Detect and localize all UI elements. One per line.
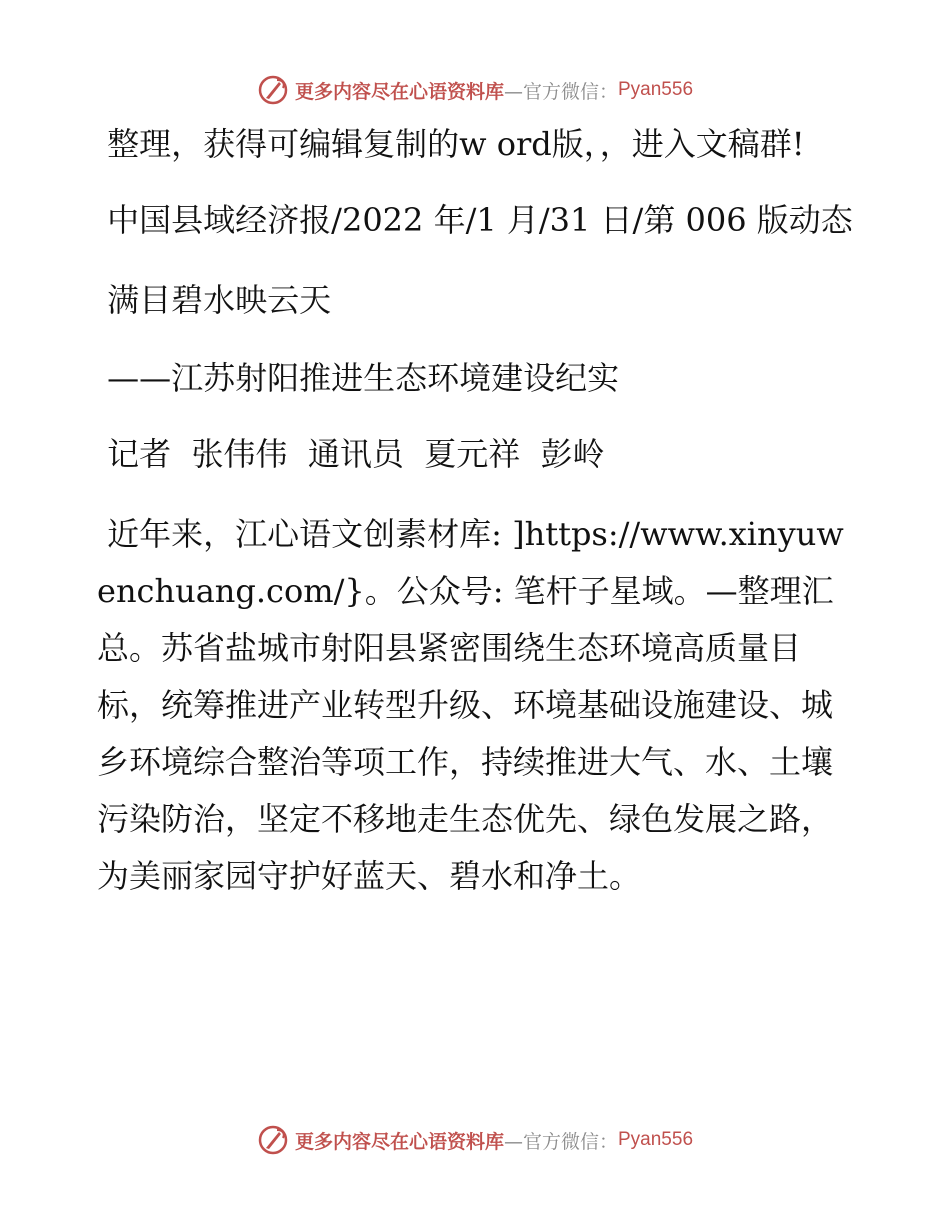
body-paragraph: 近年来，江心语文创素材库: ]https://www.xinyuwenchuang.com/}。公众号: 笔杆子星域。—整理汇总。苏省盐城市射阳县紧密围绕生态环境高质量目标，统筹推进产业转型升级、环境基础设施建设、城乡环境综合整治等项工作，持续推进大气、水、土壤污染防治，坚定不移地走生态优先、绿色发展之路，为美丽家园守护好蓝天、碧水和净土。 <box>97 515 844 895</box>
quill-logo-icon <box>257 74 289 106</box>
banner-wechat-label: —官方微信： <box>503 1130 618 1153</box>
header-watermark-banner <box>0 70 950 110</box>
document-body <box>97 120 853 905</box>
byline: 记者 张伟伟 通讯员 夏元祥 彭岭 <box>97 435 605 473</box>
footer-watermark-banner <box>0 1120 950 1160</box>
banner-wechat-id: Pyan556 <box>618 79 694 100</box>
article-title: 满目碧水映云天 <box>97 281 332 319</box>
banner-brand-text: 更多内容尽在心语资料库 <box>294 80 504 103</box>
banner-brand-text: 更多内容尽在心语资料库 <box>294 1130 504 1153</box>
banner-wechat-id: Pyan556 <box>618 1129 694 1150</box>
source-line: 中国县域经济报/2022 年/1 月/31 日/第 006 版动态 <box>97 201 853 239</box>
article-subtitle: ——江苏射阳推进生态环境建设纪实 <box>97 359 620 397</box>
intro-paragraph: 整理，获得可编辑复制的w ord版，，进入文稿群! <box>97 125 805 163</box>
quill-logo-icon <box>257 1124 289 1156</box>
banner-wechat-label: —官方微信： <box>503 80 618 103</box>
